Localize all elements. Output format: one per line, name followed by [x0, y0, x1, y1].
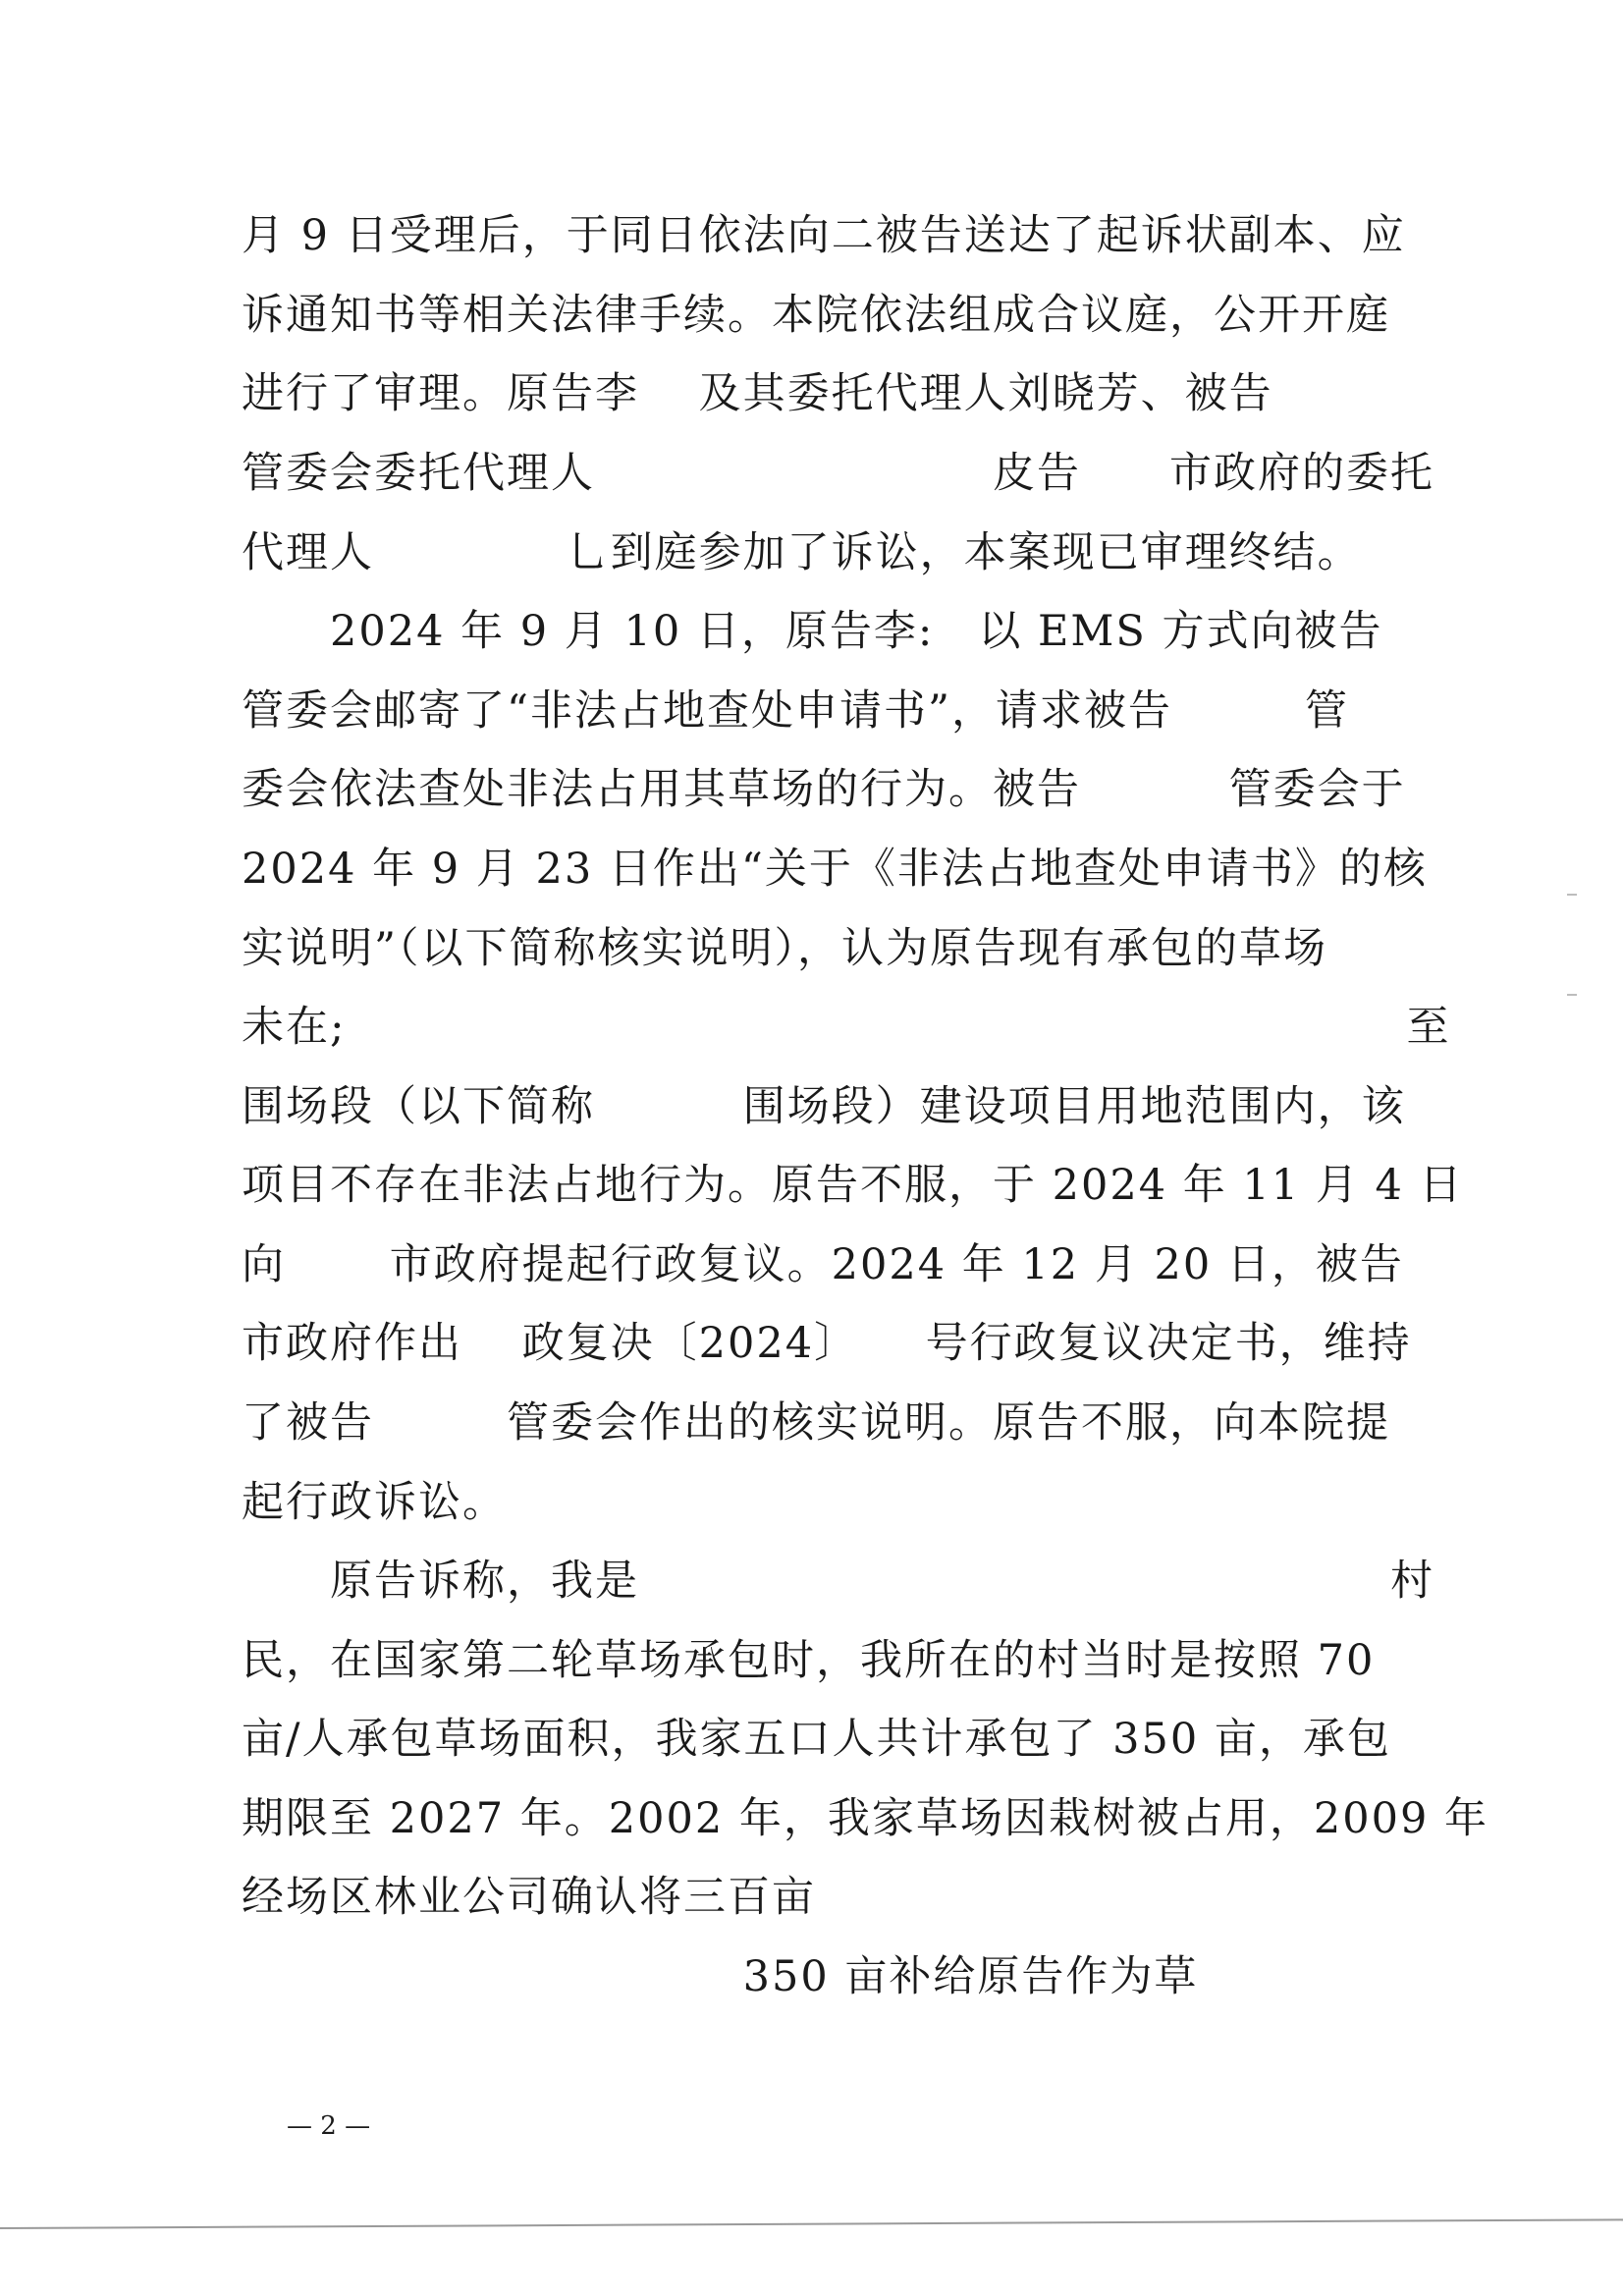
body-text-line: 月 9 日受理后，于同日依法向二被告送达了起诉状副本、应	[242, 211, 1406, 260]
body-text-line: 实说明”（以下简称核实说明），认为原告现有承包的草场	[242, 924, 1327, 973]
body-text-line: 代理人 乚到庭参加了诉讼，本案现已审理终结。	[242, 528, 1362, 577]
page-number: — 2 —	[287, 2111, 371, 2141]
body-text-line: 管委会委托代理人 皮告 市政府的委托	[242, 449, 1434, 498]
body-text-line: 管委会邮寄了“非法占地查处申请书”，请求被告 管	[242, 686, 1349, 736]
body-text-line: 项目不存在非法占地行为。原告不服，于 2024 年 11 月 4 日	[242, 1161, 1464, 1210]
body-text-line: 诉通知书等相关法律手续。本院依法组成合议庭，公开开庭	[242, 291, 1390, 340]
body-text-line: 原告诉称，我是 村	[242, 1557, 1434, 1606]
body-text-line: 期限至 2027 年。2002 年，我家草场因栽树被占用，2009 年	[242, 1794, 1488, 1843]
body-text-line: 起行政诉讼。	[242, 1478, 507, 1527]
body-text-line: 2024 年 9 月 10 日，原告李: 以 EMS 方式向被告	[242, 607, 1383, 656]
body-text-line: 未在; 至	[242, 1003, 1451, 1052]
body-text-line: 委会依法查处非法占用其草场的行为。被告 管委会于	[242, 765, 1406, 814]
scan-artifact	[1567, 994, 1577, 996]
body-text-line: 经场区林业公司确认将三百亩	[242, 1873, 816, 1922]
body-text-line: 了被告 管委会作出的核实说明。原告不服，向本院提	[242, 1398, 1390, 1448]
body-text-line: 2024 年 9 月 23 日作出“关于《非法占地查处申请书》的核	[242, 845, 1428, 894]
body-text-line: 进行了审理。原告李 及其委托代理人刘晓芳、被告	[242, 369, 1273, 418]
body-text-line: 亩/人承包草场面积，我家五口人共计承包了 350 亩，承包	[242, 1715, 1391, 1764]
body-text-line: 民，在国家第二轮草场承包时，我所在的村当时是按照 70	[242, 1636, 1376, 1685]
body-text-line: 围场段（以下简称 围场段）建设项目用地范围内，该	[242, 1082, 1406, 1131]
body-text-line: 350 亩补给原告作为草	[242, 1952, 1199, 2001]
body-text-line: 向 市政府提起行政复议。2024 年 12 月 20 日，被告	[242, 1240, 1404, 1289]
scan-edge-divider	[0, 2218, 1623, 2229]
body-text-line: 市政府作出 政复决〔2024〕 号行政复议决定书，维持	[242, 1319, 1412, 1368]
scan-artifact	[1567, 894, 1577, 896]
